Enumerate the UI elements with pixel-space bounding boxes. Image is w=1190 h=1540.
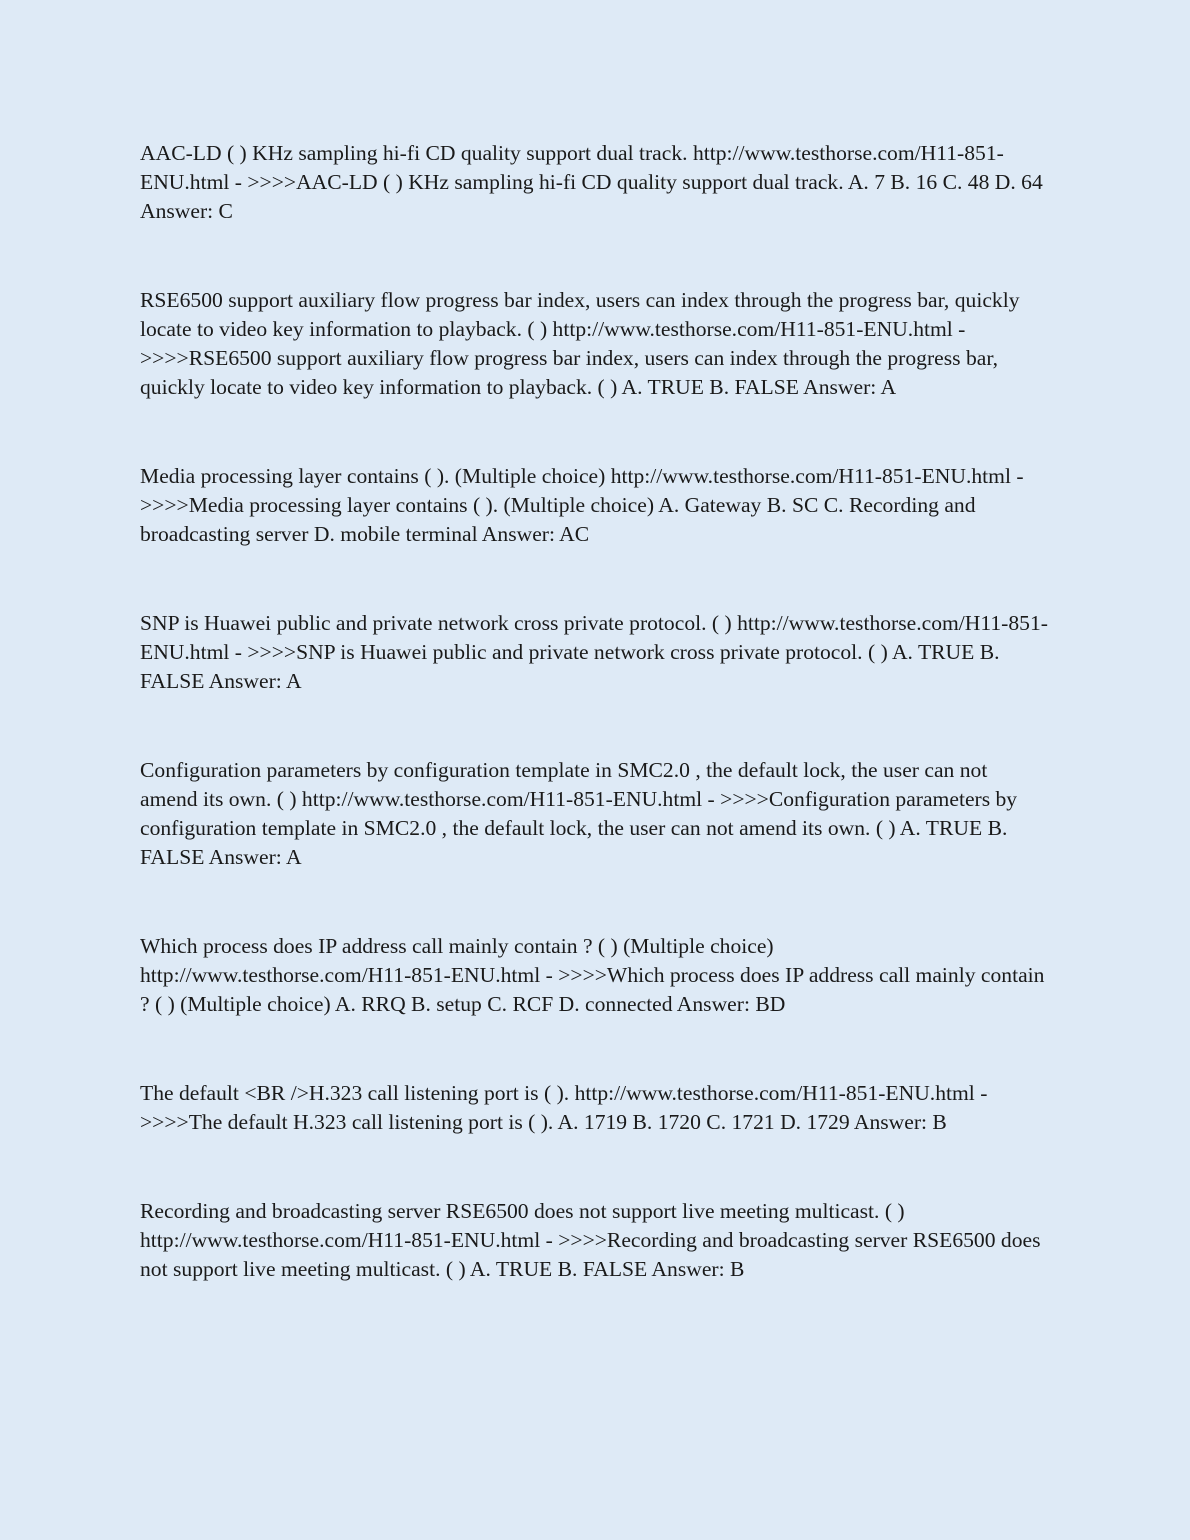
question-paragraph-5: Configuration parameters by configuration template in SMC2.0 , the default lock, the user can not amend its own. ( ) http://www.testhorse.com/H11-851-ENU.html - >>>>Configuration parameters by configuration template in SMC2.0 , the default lock, the user can not amend its own. ( ) A. TRUE B. FALSE Answer: A — [140, 758, 1018, 869]
question-paragraph-3: Media processing layer contains ( ). (Multiple choice) http://www.testhorse.com/H11-851-ENU.html - >>>>Media processing layer contains ( ). (Multiple choice) A. Gateway B. SC C. Recording and broadcasting server D. mobile terminal Answer: AC — [140, 464, 1024, 546]
question-paragraph-1: AAC-LD ( ) KHz sampling hi-fi CD quality support dual track. http://www.testhorse.com/H11-851-ENU.html - >>>>AAC-LD ( ) KHz sampling hi-fi CD quality support dual track. A. 7 B. 16 C. 48 D. 64 Answer: C — [140, 141, 1043, 223]
question-paragraph-4: SNP is Huawei public and private network cross private protocol. ( ) http://www.testhorse.com/H11-851-ENU.html - >>>>SNP is Huawei public and private network cross private protocol. ( ) A. TRUE B. FALSE Answer: A — [140, 611, 1048, 693]
question-paragraph-7: The default <BR />H.323 call listening port is ( ). http://www.testhorse.com/H11-851-ENU.html - >>>>The default H.323 call listening port is ( ). A. 1719 B. 1720 C. 1721 D. 1729 Answer: B — [140, 1081, 988, 1134]
question-paragraph-6: Which process does IP address call mainly contain ? ( ) (Multiple choice) http://www.testhorse.com/H11-851-ENU.html - >>>>Which process does IP address call mainly contain ? ( ) (Multiple choice) A. RRQ B. setup C. RCF D. connected Answer: BD — [140, 934, 1045, 1016]
question-paragraph-2: RSE6500 support auxiliary flow progress bar index, users can index through the progress bar, quickly locate to video key information to playback. ( ) http://www.testhorse.com/H11-851-ENU.html - >>>>RSE6500 support auxiliary flow progress bar index, users can index through the progress bar, quickly locate to video key information to playback. ( ) A. TRUE B. FALSE Answer: A — [140, 288, 1020, 399]
document-page — [140, 139, 1050, 1344]
question-paragraph-8: Recording and broadcasting server RSE6500 does not support live meeting multicast. ( ) http://www.testhorse.com/H11-851-ENU.html - >>>>Recording and broadcasting server RSE6500 does not support live meeting multicast. ( ) A. TRUE B. FALSE Answer: B — [140, 1199, 1041, 1281]
